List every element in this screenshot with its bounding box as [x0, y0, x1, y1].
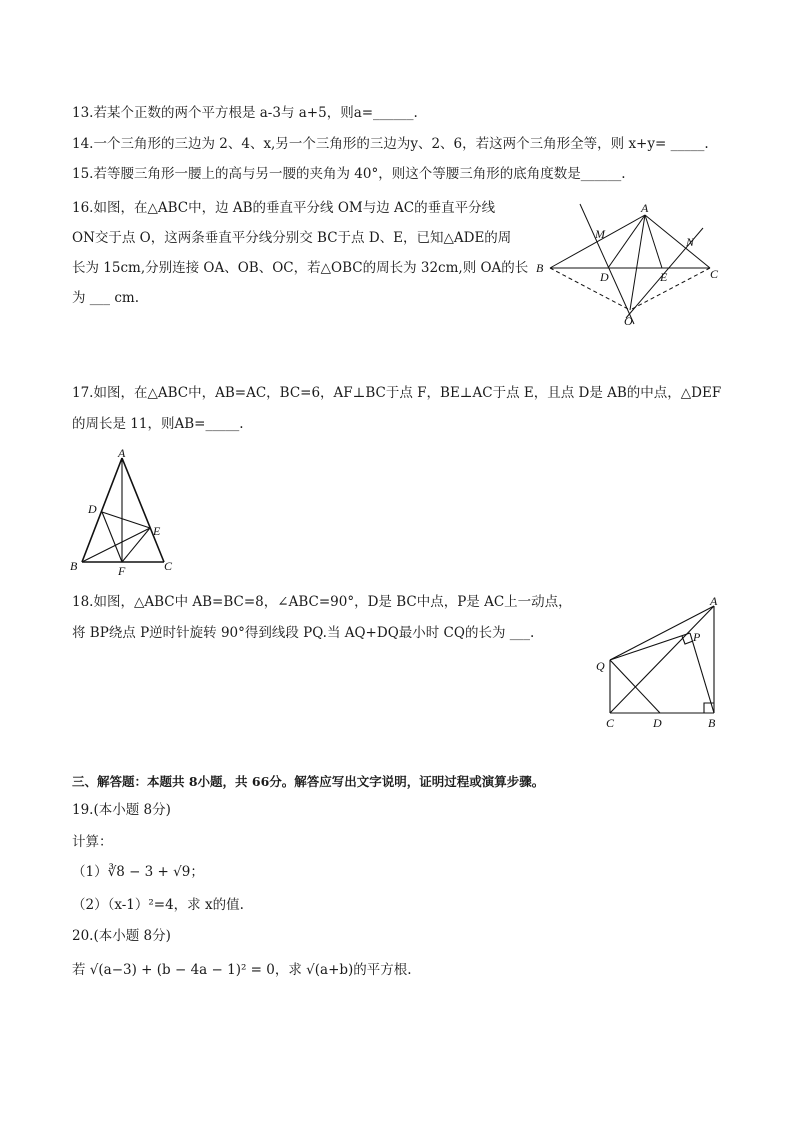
label-A: A	[641, 201, 649, 215]
question-19-heading: 19.(本小题 8分)	[72, 802, 171, 818]
question-20-heading: 20.(本小题 8分)	[72, 928, 171, 944]
question-19-part-2: （2）（x-1）²=4，求 x的值.	[72, 897, 244, 913]
label-A: A	[118, 446, 126, 460]
label-N: N	[686, 235, 695, 249]
question-15: 15.若等腰三角形一腰上的高与另一腰的夹角为 40°，则这个等腰三角形的底角度数是______.	[72, 166, 626, 182]
label-D: D	[88, 502, 97, 516]
label-B: B	[708, 716, 716, 730]
question-20-body: 若 √(a−3) + (b − 4a − 1)² = 0，求 √(a+b)的平方根.	[72, 962, 412, 978]
question-16-line-1: 16.如图，在△ABC中，边 AB的垂直平分线 OM与边 AC的垂直平分线	[72, 200, 496, 216]
figure-18-right-triangle	[590, 590, 730, 732]
question-16-line-3: 长为 15cm,分别连接 OA、OB、OC，若△OBC的周长为 32cm,则 OA的长	[72, 260, 529, 276]
label-P: P	[693, 630, 701, 644]
label-B: B	[536, 261, 544, 275]
section-3-heading: 三、解答题：本题共 8小题，共 66分。解答应写出文字说明，证明过程或演算步骤。	[72, 774, 545, 789]
label-F: F	[118, 564, 126, 578]
question-18-line-2: 将 BP绕点 P逆时针旋转 90°得到线段 PQ.当 AQ+DQ最小时 CQ的长为 ___.	[72, 625, 535, 641]
label-M: M	[595, 227, 605, 241]
question-13: 13.若某个正数的两个平方根是 a-3与 a+5，则a=______.	[72, 105, 418, 121]
question-17-line-2: 的周长是 11，则AB=_____.	[72, 416, 244, 432]
question-17-line-1: 17.如图，在△ABC中，AB=AC，BC=6，AF⊥BC于点 F，BE⊥AC于点 E，且点 D是 AB的中点，△DEF	[72, 385, 722, 401]
label-D: D	[653, 716, 662, 730]
label-Q: Q	[596, 659, 605, 673]
question-19-part-1: （1）∛8 − 3 + √9；	[72, 864, 204, 880]
label-D: D	[600, 270, 609, 284]
figure-17-isosceles-triangle	[66, 446, 186, 578]
label-O: O	[624, 314, 633, 328]
label-C: C	[164, 559, 173, 573]
figure-16-perpendicular-bisectors	[530, 198, 730, 330]
question-14: 14.一个三角形的三边为 2、4、x,另一个三角形的三边为y、2、6，若这两个三角形全等，则 x+y= _____.	[72, 136, 709, 152]
question-19-instruction: 计算：	[72, 834, 113, 850]
question-16-line-4: 为 ___ cm.	[72, 290, 139, 306]
question-16-line-2: ON交于点 O，这两条垂直平分线分别交 BC于点 D、E，已知△ADE的周	[72, 230, 512, 246]
label-E: E	[153, 524, 161, 538]
label-A: A	[710, 594, 718, 608]
label-E: E	[660, 270, 668, 284]
label-C: C	[606, 716, 615, 730]
label-C: C	[710, 267, 719, 281]
question-18-line-1: 18.如图，△ABC中 AB=BC=8，∠ABC=90°，D是 BC中点，P是 AC上一动点，	[72, 594, 572, 610]
label-B: B	[70, 559, 78, 573]
